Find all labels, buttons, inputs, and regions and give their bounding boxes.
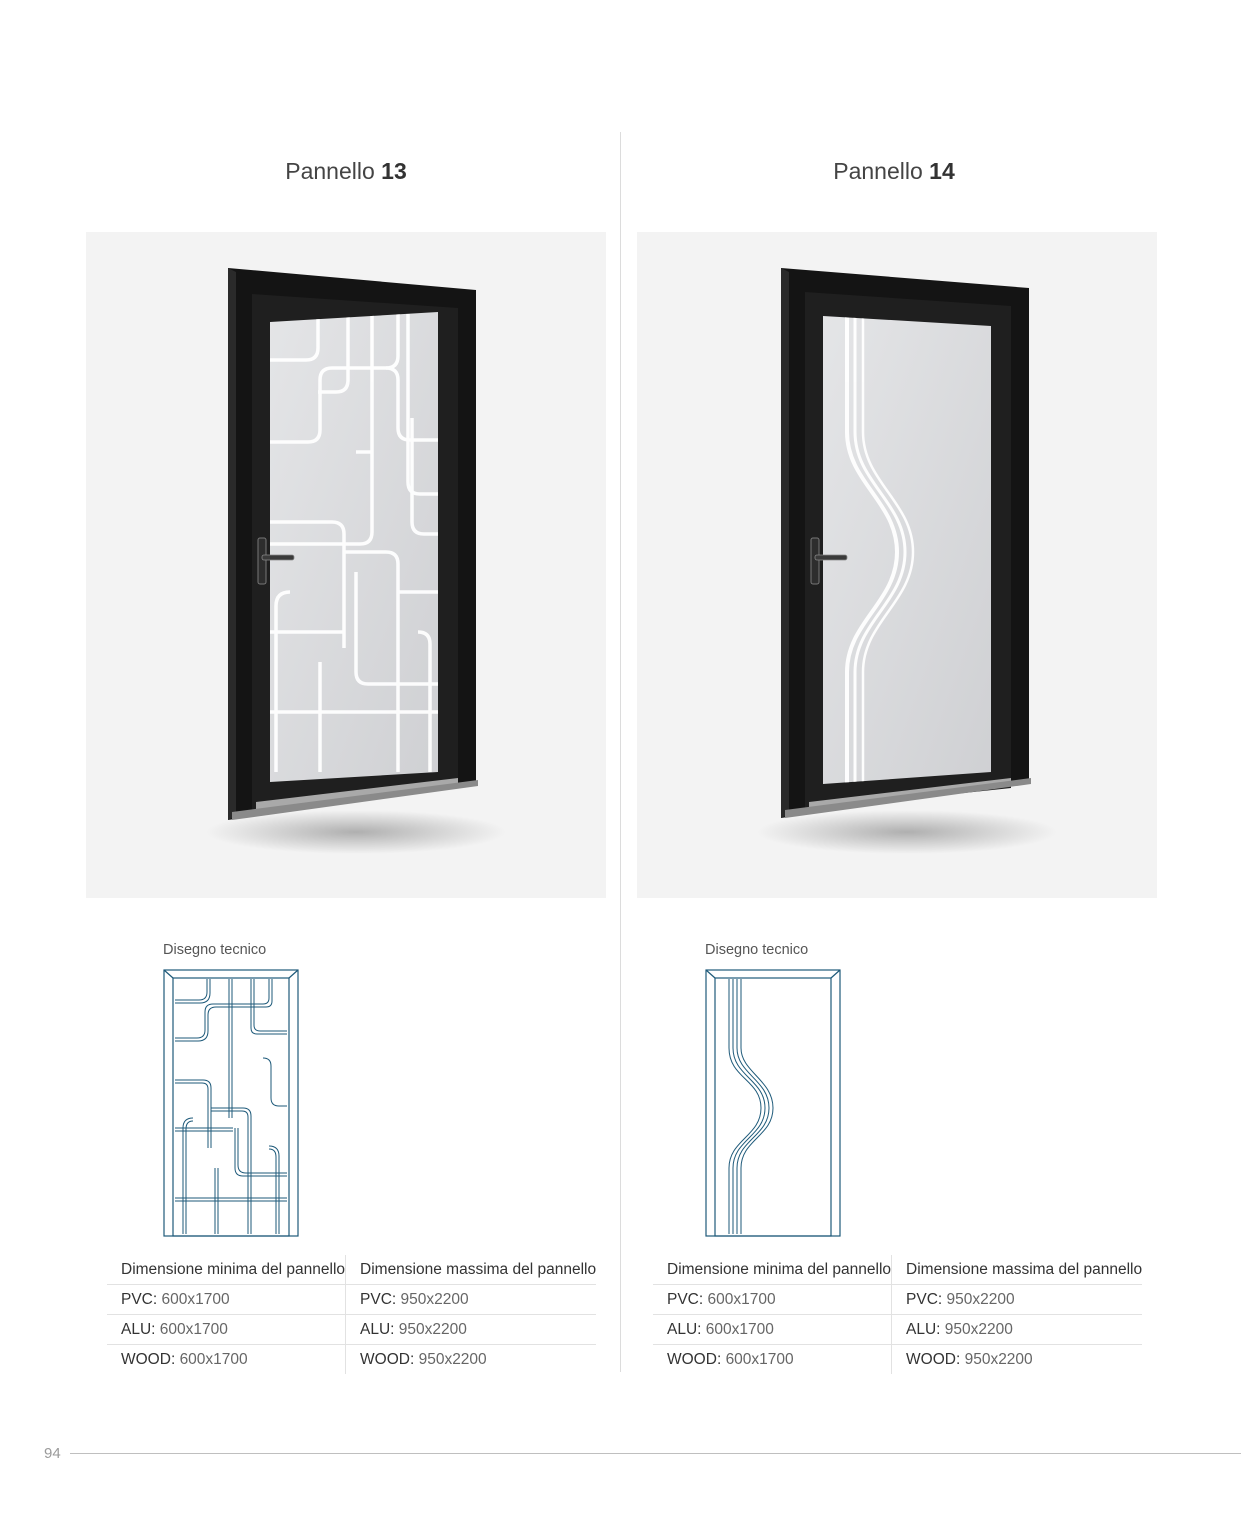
door-14-image <box>637 232 1157 898</box>
table-row: PVC: 600x1700 PVC: 950x2200 <box>653 1285 1142 1315</box>
page-number: 94 <box>44 1445 61 1462</box>
panel-14-tech-label: Disegno tecnico <box>705 942 809 958</box>
column-divider <box>620 132 621 1372</box>
panel-13-dimensions-table <box>107 1255 596 1374</box>
footer-rule <box>70 1453 1241 1454</box>
panel-14-technical-drawing <box>705 968 843 1238</box>
panel-13-technical-drawing <box>163 968 301 1238</box>
table-row: WOOD: 600x1700 WOOD: 950x2200 <box>107 1345 596 1375</box>
panel-14-dimensions-table <box>653 1255 1142 1374</box>
panel-13-photo <box>86 232 606 898</box>
table-row: ALU: 600x1700 ALU: 950x2200 <box>107 1315 596 1345</box>
panel-14-photo <box>637 232 1157 898</box>
min-header: Dimensione minima del pannello <box>653 1255 892 1285</box>
max-header: Dimensione massima del pannello <box>892 1255 1143 1285</box>
panel-13-tech-label: Disegno tecnico <box>163 942 267 958</box>
panel-13-title: Pannello 13 <box>285 158 407 184</box>
table-row: ALU: 600x1700 ALU: 950x2200 <box>653 1315 1142 1345</box>
min-header: Dimensione minima del pannello <box>107 1255 346 1285</box>
table-row: PVC: 600x1700 PVC: 950x2200 <box>107 1285 596 1315</box>
door-13-image <box>86 232 606 898</box>
table-row: WOOD: 600x1700 WOOD: 950x2200 <box>653 1345 1142 1375</box>
panel-14-title: Pannello 14 <box>833 158 955 184</box>
max-header: Dimensione massima del pannello <box>346 1255 597 1285</box>
